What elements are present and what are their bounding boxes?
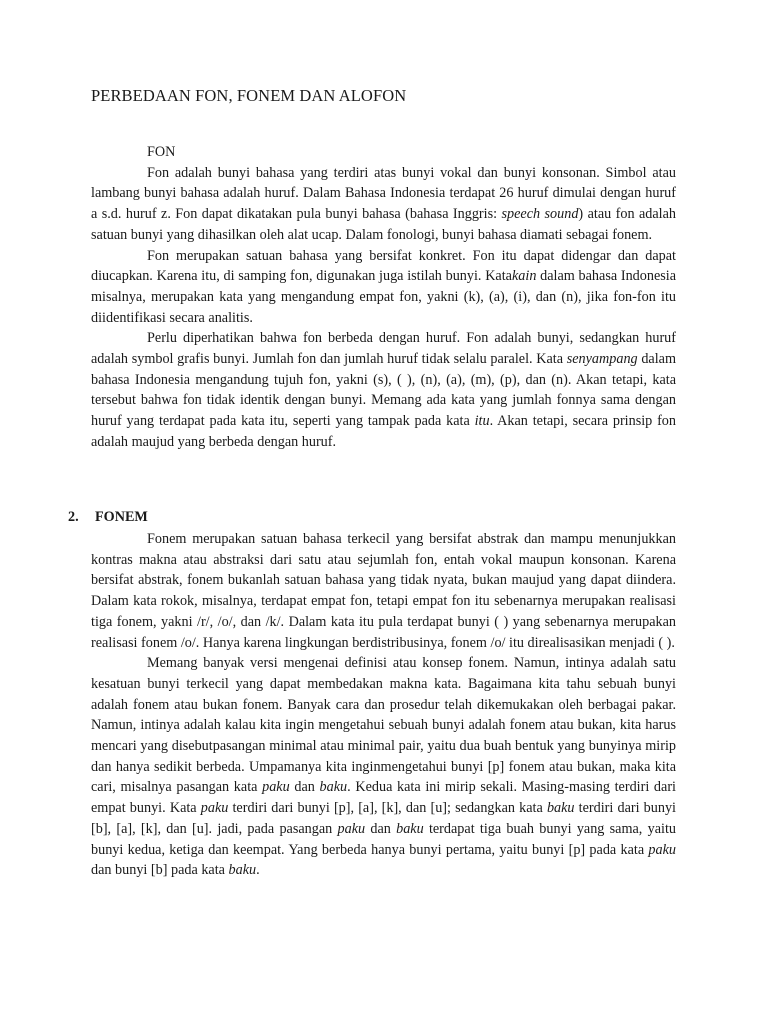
text-run: terdapat tiga buah bunyi yang sama, yaitu bunyi kedua, ketiga dan keempat. Yang berbeda hanya bunyi pertama, yaitu bunyi [p] pada kata <box>91 820 676 858</box>
italic-term: paku <box>262 779 290 796</box>
text-run: . Kedua kata ini mirip sekali. Masing-masing terdiri dari empat bunyi. Kata <box>91 779 676 817</box>
fon-paragraph-1 <box>91 163 676 246</box>
italic-term: baku <box>228 862 257 879</box>
italic-term: itu <box>474 413 490 430</box>
text-run: dan bunyi [b] pada kata <box>91 862 229 879</box>
fonem-heading <box>68 509 148 526</box>
fonem-paragraph-1 <box>91 529 676 653</box>
text-run: dalam bahasa Indonesia misalnya, merupakan kata yang mengandung empat fon, yakni (k), (a), (i), dan (n), jika fon-fon itu diidentifikasi secara analitis. <box>91 268 677 326</box>
text-run: dan <box>365 820 397 837</box>
text-run: terdiri dari bunyi [b], [a], [k], dan [u]. jadi, pada pasangan <box>91 800 677 837</box>
section-fonem <box>91 529 676 881</box>
text-run: Memang banyak versi mengenai definisi atau konsep fonem. Namun, intinya adalah satu kesatuan bunyi terkecil yang dapat membedakan makna kata. Bagaimana kita tahu sebuah bunyi adalah fonem atau bukan fonem. Banyak cara dan prosedur telah dikemukakan oleh berbagai pakar. Namun, intinya adalah kalau kita ingin mengetahui sebuah bunyi adalah fonem atau bukan, kita harus mencari yang disebutpasangan minimal atau minimal pair, yaitu dua buah bentuk yang bunyinya mirip dan hanya sedikit berbeda. Umpamanya kita inginmengetahui bunyi [p] fonem atau bukan, maka kita cari, misalnya pasangan kata <box>91 655 676 796</box>
document-title: PERBEDAAN FON, FONEM DAN ALOFON <box>91 86 407 105</box>
text-run: Fon merupakan satuan bahasa yang bersifat konkret. Fon itu dapat didengar dan dapat diucapkan. Karena itu, di samping fon, digunakan juga istilah bunyi. Kata <box>91 247 676 285</box>
italic-term: paku <box>200 800 229 817</box>
italic-term: baku <box>546 800 575 817</box>
text-run: Fonem merupakan satuan bahasa terkecil yang bersifat abstrak dan mampu menunjukkan kontras makna atau abstraksi dari satu atau sejumlah fon, entah vokal maupun konsonan. Karena bersifat abstrak, fonem bukanlah satuan bahasa yang tidak nyata, bukan maujud yang dapat diindera. Dalam kata rokok, misalnya, terdapat empat fon, tetapi empat fon itu sebenarnya merupakan realisasi tiga fonem, yakni /r/, /o/, dan /k/. Dalam kata itu pula terdapat bunyi ( ) yang sebenarnya merupakan realisasi fonem /o/. Hanya karena lingkungan berdistribusinya, fonem /o/ itu direalisasikan menjadi ( ). <box>91 531 676 651</box>
text-run: . <box>256 862 260 879</box>
italic-term: speech sound <box>501 206 579 223</box>
text-run: Perlu diperhatikan bahwa fon berbeda dengan huruf. Fon adalah bunyi, sedangkan huruf adalah symbol grafis bunyi. Jumlah fon dan jumlah huruf tidak selalu paralel. Kata <box>91 330 676 368</box>
fonem-paragraph-2 <box>91 653 676 881</box>
italic-term: paku <box>648 841 676 858</box>
text-run: Fon adalah bunyi bahasa yang terdiri atas bunyi vokal dan bunyi konsonan. Simbol atau lambang bunyi bahasa adalah huruf. Dalam Bahasa Indonesia terdapat 26 huruf dimulai dengan huruf a s.d. huruf z. Fon dapat dikatakan pula bunyi bahasa (bahasa Inggris: <box>91 164 676 223</box>
text-run: terdiri dari bunyi [p], [a], [k], dan [u]; sedangkan kata <box>228 800 547 817</box>
text-run: . Akan tetapi, secara prinsip fon adalah maujud yang berbeda dengan huruf. <box>91 413 676 450</box>
fon-paragraph-2 <box>91 246 676 329</box>
fonem-heading-label: FONEM <box>95 509 148 525</box>
italic-term: senyampang <box>566 351 638 368</box>
fon-paragraph-3 <box>91 328 676 452</box>
italic-term: kain <box>511 268 537 285</box>
italic-term: baku <box>396 820 424 837</box>
text-run: dalam bahasa Indonesia mengandung tujuh fon, yakni (s), ( ), (n), (a), (m), (p), dan (n). Akan tetapi, kata tersebut bahwa fon tidak identik dengan bunyi. Memang ada kata yang jumlah fonnya sama dengan huruf yang terdapat pada kata itu, seperti yang tampak pada kata <box>91 351 676 430</box>
fonem-heading-number: 2. <box>68 509 79 525</box>
section-fon <box>91 142 676 453</box>
fon-heading: FON <box>147 144 176 160</box>
text-run: ) atau fon adalah satuan bunyi yang dihasilkan oleh alat ucap. Dalam fonologi, bunyi bahasa diamati sebagai fonem. <box>91 206 676 243</box>
italic-term: paku <box>337 820 366 837</box>
text-run: dan <box>289 779 320 796</box>
italic-term: baku <box>319 779 348 796</box>
